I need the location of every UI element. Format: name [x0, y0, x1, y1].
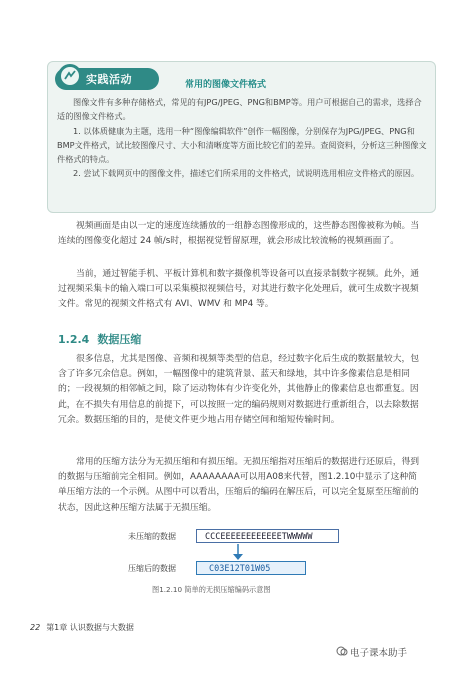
figure-label-uncompressed: 未压缩的数据	[128, 532, 176, 541]
activity-icon	[58, 64, 82, 88]
section-title: 数据压缩	[97, 333, 142, 346]
section-heading	[58, 331, 149, 347]
page-number: 22	[30, 623, 41, 632]
body-paragraph: 当前，通过智能手机、平板计算机和数字摄像机等设备可以直接录制数字视频。此外，通过视频采集卡的输入端口可以采集模拟视频信号，对其进行数字化处理后，就可生成数字视频文件。常见的视频文件格式有 AVI、WMV 和 MP4 等。	[58, 269, 420, 310]
section-number: 1.2.4	[58, 333, 90, 346]
activity-label: 实践活动	[86, 73, 132, 86]
activity-line: 图像文件有多种存储格式，常见的有JPG/JPEG、PNG和BMP等。用户可根据自己的需求，选择合适的图像文件格式。	[57, 97, 422, 122]
body-paragraph: 视频画面是由以一定的速度连续播放的一组静态图像形成的，这些静态图像被称为帧。当连续的图像变化超过 24 帧/s时，根据视觉暂留原理，就会形成比较流畅的视频画面了。	[58, 221, 420, 247]
wechat-icon	[336, 645, 348, 657]
uncompressed-data-box: CCCEEEEEEEEEEEETWWWWW	[196, 529, 339, 543]
figure-caption: 图1.2.10 简单的无损压缩编码示意图	[152, 585, 271, 594]
arrow-down-icon	[228, 543, 248, 561]
body-paragraph: 很多信息，尤其是图像、音频和视频等类型的信息，经过数字化后生成的数据量较大，包含了许多冗余信息。例如，一幅图像中的建筑背景、蓝天和绿地，其中许多像素信息是相同的；一段视频的相邻帧之间，除了运动物体有少许变化外，其他静止的像素信息也都重复。因此，在不损失有用信息的前提下，可以按照一定的编码规则对数据进行重新组合，以去除数据冗余。数据压缩的目的，是使文件更少地占用存储空间和缩短传输时间。	[58, 354, 420, 425]
activity-line: 1. 以体质健康为主题，选用一种“图像编辑软件”创作一幅图像，分别保存为JPG/JPEG、PNG和BMP文件格式，试比较图像尺寸、大小和清晰度等方面比较它们的差异。查阅资料，分析这三种图像文件格式的特点。	[57, 125, 427, 165]
watermark-text: 电子课本助手	[350, 648, 408, 659]
chapter-title: 第1章 认识数据与大数据	[46, 623, 134, 632]
activity-line: 2. 尝试下载网页中的图像文件，描述它们所采用的文件格式，试说明选用相应文件格式的原因。	[73, 168, 420, 179]
body-paragraph: 常用的压缩方法分为无损压缩和有损压缩。无损压缩指对压缩后的数据进行还原后，得到的数据与压缩前完全相同。例如，AAAAAAAA可以用A08来代替，图1.2.10中显示了这种简单压缩方法的一个示例。从图中可以看出，压缩后的编码在解压后，可以完全复原至压缩前的状态，因此这种压缩方法属于无损压缩。	[58, 457, 420, 513]
page-footer	[30, 622, 134, 633]
activity-title: 常用的图像文件格式	[185, 80, 267, 90]
activity-text	[57, 95, 427, 181]
compressed-data-box: C03E12T01W05	[196, 561, 306, 575]
figure-label-compressed: 压缩后的数据	[128, 564, 176, 573]
